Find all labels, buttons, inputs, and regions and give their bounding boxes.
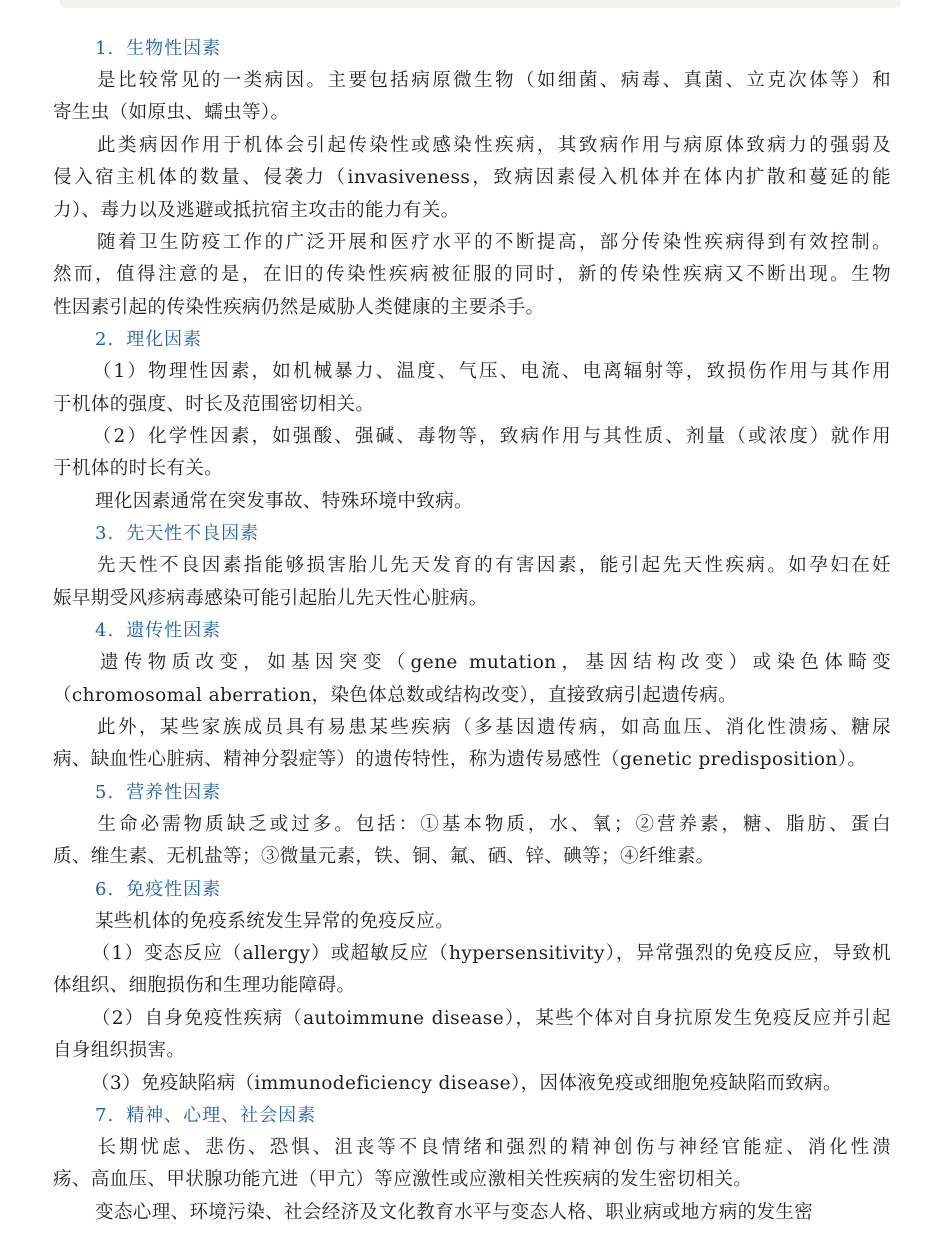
paragraph-line <box>53 1035 891 1067</box>
line-text: （2）自身免疫性疾病（autoimmune disease），某些个体对自身抗原发生免疫反应并引起 <box>91 1007 891 1029</box>
line-text: 侵入宿主机体的数量、侵袭力（invasiveness，致病因素侵入机体并在体内扩散和蔓延的能 <box>53 167 891 189</box>
paragraph-line <box>53 259 891 291</box>
section-number: 1. <box>95 38 115 59</box>
paragraph-line <box>53 550 891 582</box>
line-text: 变态心理、环境污染、社会经济及文化教育水平与变态人格、职业病或地方病的发生密 <box>95 1201 814 1223</box>
paragraph-line <box>53 1003 891 1035</box>
line-text: 疡、高血压、甲状腺功能亢进（甲亢）等应激性或应激相关性疾病的发生密切相关。 <box>53 1169 753 1191</box>
section-number: 3. <box>95 523 115 545</box>
line-text: 体组织、细胞损伤和生理功能障碍。 <box>53 975 356 997</box>
paragraph-line <box>53 453 891 485</box>
paragraph-line <box>53 906 891 938</box>
paragraph-line <box>53 292 891 324</box>
paragraph-line <box>53 841 891 873</box>
paragraph-line <box>53 162 891 194</box>
section-number: 4. <box>95 620 115 642</box>
line-text: 此外，某些家族成员具有易患某些疾病（多基因遗传病，如高血压、消化性溃疡、糖尿 <box>95 716 891 738</box>
paragraph-line <box>53 1132 891 1164</box>
paragraph-line <box>53 647 891 679</box>
line-text: 随着卫生防疫工作的广泛开展和医疗水平的不断提高，部分传染性疾病得到有效控制。 <box>95 232 891 254</box>
body-paragraph <box>53 550 891 615</box>
line-text: 娠早期受风疹病毒感染可能引起胎儿先天性心脏病。 <box>53 587 488 609</box>
paragraph-line <box>53 389 891 421</box>
body-paragraph <box>53 809 891 874</box>
line-text: （chromosomal aberration，染色体总数或结构改变），直接致病引起遗传病。 <box>53 684 738 706</box>
paragraph-line <box>53 227 891 259</box>
line-text: 先天性不良因素指能够损害胎儿先天发育的有害因素，能引起先天性疾病。如孕妇在妊 <box>95 555 891 577</box>
body-paragraph <box>53 1132 891 1197</box>
section-heading <box>53 324 891 356</box>
paragraph-line <box>53 680 891 712</box>
body-paragraph <box>53 65 891 130</box>
paragraph-line <box>53 809 891 841</box>
line-text: 寄生虫（如原虫、蠕虫等）。 <box>53 102 290 124</box>
section-number: 7. <box>95 1104 115 1126</box>
section-heading <box>53 518 891 550</box>
section-title: 免疫性因素 <box>126 878 222 900</box>
line-text: 是比较常见的一类病因。主要包括病原微生物（如细菌、病毒、真菌、立克次体等）和 <box>95 70 891 91</box>
section-title: 理化因素 <box>126 329 203 351</box>
paragraph-line <box>53 1164 891 1196</box>
line-text: 性因素引起的传染性疾病仍然是威胁人类健康的主要杀手。 <box>53 296 545 318</box>
paragraph-line <box>53 938 891 970</box>
paragraph-line <box>53 970 891 1002</box>
body-paragraph <box>53 1068 891 1100</box>
line-text: 遗传物质改变，如基因突变（gene mutation，基因结构改变）或染色体畸变 <box>95 652 891 674</box>
paragraph-line <box>53 421 891 453</box>
paragraph-line <box>53 486 891 518</box>
section-heading <box>53 777 891 809</box>
line-text: 于机体的强度、时长及范围密切相关。 <box>53 393 375 415</box>
body-paragraph <box>53 906 891 938</box>
line-text: 某些机体的免疫系统发生异常的免疫反应。 <box>95 910 455 932</box>
line-text: 力）、毒力以及逃避或抵抗宿主攻击的能力有关。 <box>53 199 460 221</box>
body-paragraph <box>53 712 891 777</box>
line-text: 理化因素通常在突发事故、特殊环境中致病。 <box>95 490 474 512</box>
line-text: 自身组织损害。 <box>53 1040 186 1062</box>
body-paragraph <box>53 421 891 486</box>
line-text: 长期忧虑、悲伤、恐惧、沮丧等不良情绪和强烈的精神创伤与神经官能症、消化性溃 <box>95 1136 891 1158</box>
paragraph-line <box>53 744 891 776</box>
body-paragraph <box>53 938 891 1003</box>
line-text: （1）变态反应（allergy）或超敏反应（hypersensitivity），异常强烈的免疫反应，导致机 <box>91 942 891 964</box>
paragraph-line <box>53 65 891 97</box>
section-heading <box>53 615 891 647</box>
paragraph-line <box>53 583 891 615</box>
section-heading <box>53 1100 891 1132</box>
body-paragraph <box>53 130 891 227</box>
line-text: 然而，值得注意的是，在旧的传染性疾病被征服的同时，新的传染性疾病又不断出现。生物 <box>53 264 891 286</box>
paragraph-line <box>53 712 891 744</box>
paragraph-line <box>53 195 891 227</box>
body-paragraph <box>53 227 891 324</box>
body-paragraph <box>53 486 891 518</box>
section-title: 生物性因素 <box>126 38 222 59</box>
section-number: 2. <box>95 329 115 351</box>
line-text: 此类病因作用于机体会引起传染性或感染性疾病，其致病作用与病原体致病力的强弱及 <box>95 134 891 156</box>
line-text: （2）化学性因素，如强酸、强碱、毒物等，致病作用与其性质、剂量（或浓度）就作用 <box>91 426 891 448</box>
line-text: （1）物理性因素，如机械暴力、温度、气压、电流、电离辐射等，致损伤作用与其作用 <box>91 361 891 383</box>
paragraph-line <box>53 1068 891 1100</box>
line-text: 质、维生素、无机盐等；③微量元素，铁、铜、氟、硒、锌、碘等；④纤维素。 <box>53 846 715 868</box>
section-number: 6. <box>95 878 115 900</box>
section-number: 5. <box>95 781 115 803</box>
paragraph-line <box>53 130 891 162</box>
line-text: 生命必需物质缺乏或过多。包括：①基本物质，水、氧；②营养素，糖、脂肪、蛋白 <box>95 813 891 835</box>
section-title: 营养性因素 <box>126 781 222 803</box>
paragraph-line <box>53 1197 891 1229</box>
section-title: 精神、心理、社会因素 <box>126 1104 317 1126</box>
section-title: 先天性不良因素 <box>126 523 260 545</box>
top-decorative-band <box>60 0 901 8</box>
line-text: 于机体的时长有关。 <box>53 458 224 480</box>
section-title: 遗传性因素 <box>126 620 222 642</box>
line-text: 病、缺血性心脏病、精神分裂症等）的遗传特性，称为遗传易感性（genetic predisposition）。 <box>53 749 867 771</box>
paragraph-line <box>53 97 891 129</box>
body-paragraph <box>53 647 891 712</box>
section-heading <box>53 874 891 906</box>
body-paragraph <box>53 1197 891 1229</box>
document-body <box>53 33 891 1229</box>
line-text: （3）免疫缺陷病（immunodeficiency disease），因体液免疫或细胞免疫缺陷而致病。 <box>91 1072 842 1094</box>
body-paragraph <box>53 1003 891 1068</box>
section-heading <box>53 33 891 65</box>
body-paragraph <box>53 356 891 421</box>
paragraph-line <box>53 356 891 388</box>
